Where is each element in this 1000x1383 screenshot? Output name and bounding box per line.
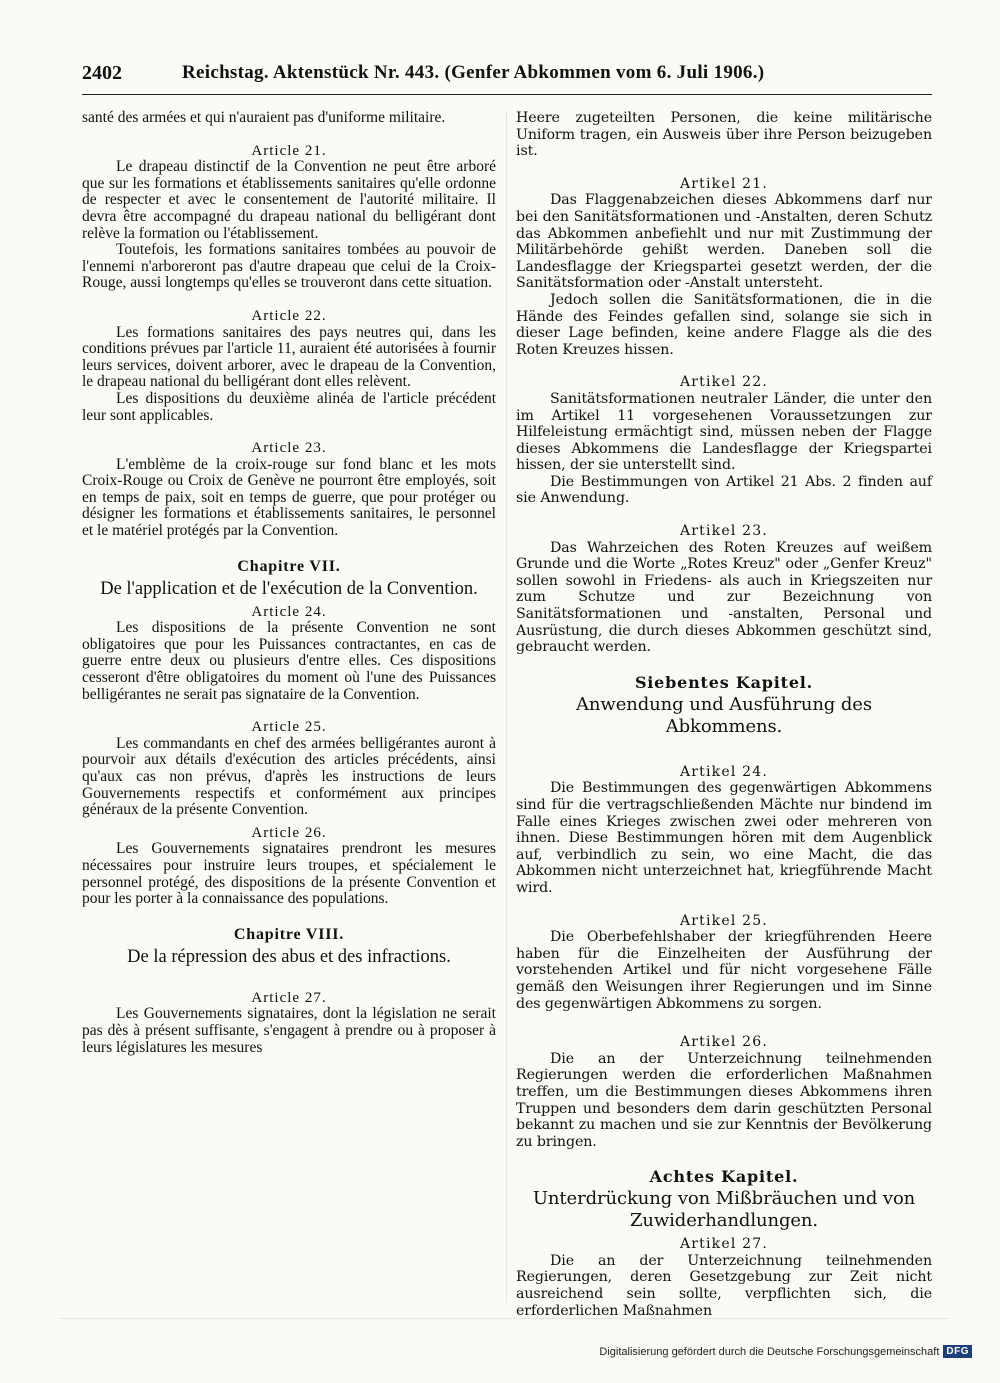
german-article-22-para-2: Die Bestimmungen von Artikel 21 Abs. 2 finden auf sie Anwendung. bbox=[516, 473, 932, 507]
running-title: Reichstag. Aktenstück Nr. 443. (Genfer Abkommen vom 6. Juli 1906.) bbox=[182, 62, 765, 83]
french-article-27-title: Article 27. bbox=[251, 989, 327, 1006]
german-article-21-title: Artikel 21. bbox=[679, 175, 769, 192]
german-chapter-8-title: Unterdrückung von Mißbräuchen und von Zuwiderhandlungen. bbox=[532, 1188, 916, 1232]
french-column bbox=[82, 110, 496, 1056]
german-article-22-title: Artikel 22. bbox=[679, 374, 769, 391]
german-chapter-8-label: Achtes Kapitel. bbox=[649, 1167, 799, 1187]
german-article-27-para-1: Die an der Unterzeichnung teilnehmenden Regierungen, deren Gesetzgebung zur Zeit nicht ausreichend sein sollte, verpflichten sich, die erforderlichen Maßnahmen bbox=[516, 1252, 932, 1319]
page-number: 2402 bbox=[82, 62, 122, 84]
dfg-logo-icon: DFG bbox=[943, 1345, 972, 1358]
column-divider bbox=[506, 112, 507, 1302]
french-article-22-para-1: Les formations sanitaires des pays neutres qui, dans les conditions prévues par l'article 11, auraient été autorisées à fournir leurs services, doivent arborer, avec le drapeau de la Convention, le drapeau national du belligérant dont elles relèvent. bbox=[82, 323, 496, 391]
french-article-26-para-1: Les Gouvernements signataires prendront les mesures nécessaires pour instruire leurs troupes, et spécialement le personnel protégé, des dispositions de la présente Convention et pour les porter à la connaissance des populations. bbox=[82, 840, 496, 908]
german-continuation: Heere zugeteilten Personen, die keine militärische Uniform tragen, ein Ausweis über ihre Person beizugeben ist. bbox=[516, 110, 932, 160]
german-article-23-title: Artikel 23. bbox=[679, 523, 769, 540]
french-article-22-para-2: Les dispositions du deuxième alinéa de l'article précédent leur sont applicables. bbox=[82, 389, 496, 424]
german-chapter-7-title: Anwendung und Ausführung des Abkommens. bbox=[576, 693, 872, 737]
french-chapter-8-title: De la répression des abus et des infractions. bbox=[127, 946, 451, 967]
page-header bbox=[82, 60, 932, 95]
french-article-23-para-1: L'emblème de la croix-rouge sur fond blanc et les mots Croix-Rouge ou Croix de Genève ne pourront être employés, soit en temps de paix, soit en temps de guerre, que pour protéger ou désigner les formations et établissements sanitaires, le personnel et le matériel protégés par la Convention. bbox=[82, 455, 496, 540]
french-chapter-7-label: Chapitre VII. bbox=[237, 557, 341, 575]
french-article-24-title: Article 24. bbox=[251, 603, 327, 620]
french-article-21-para-2: Toutefois, les formations sanitaires tombées au pouvoir de l'ennemi n'arboreront pas d'autre drapeau que celui de la Croix-Rouge, aussi longtemps qu'elles se trouveront dans cette situation. bbox=[82, 241, 496, 292]
german-article-27-title: Artikel 27. bbox=[679, 1236, 769, 1253]
digitization-footer bbox=[599, 1345, 972, 1358]
page-bottom-edge bbox=[60, 1318, 950, 1319]
french-article-26-title: Article 26. bbox=[251, 824, 327, 841]
french-article-25-title: Article 25. bbox=[251, 719, 327, 736]
german-chapter-7-label: Siebentes Kapitel. bbox=[634, 672, 814, 692]
german-article-26-para-1: Die an der Unterzeichnung teilnehmenden Regierungen werden die erforderlichen Maßnahmen treffen, um die Bestimmungen dieses Abkommens ihren Truppen und besonders dem darin geschützten Personal bekannt zu machen und sie zur Kenntnis der Bevölkerung zu bringen. bbox=[516, 1050, 932, 1150]
french-article-21-title: Article 21. bbox=[251, 142, 327, 159]
french-article-24-para-1: Les dispositions de la présente Convention ne sont obligatoires que pour les Puissances contractantes, en cas de guerre entre deux ou plusieurs d'entre elles. Ces dispositions cesseront d'être obligatoires du moment où l'une des Puissances belligérantes ne serait pas signataire de la Convention. bbox=[82, 619, 496, 703]
french-article-22-title: Article 22. bbox=[251, 307, 327, 324]
german-article-25-para-1: Die Oberbefehlshaber der kriegführenden Heere haben für die Einzelheiten der Ausführung der vorstehenden Artikel und für nicht vorgesehene Fälle gemäß den Weisungen ihrer Regierungen und im Sinne des gegenwärtigen Abkommens zu sorgen. bbox=[516, 929, 932, 1012]
french-continuation: santé des armées et qui n'auraient pas d'uniforme militaire. bbox=[82, 109, 446, 126]
german-article-24-para-1: Die Bestimmungen des gegenwärtigen Abkommens sind für die vertragschließenden Mächte nur bindend im Falle eines Krieges zwischen zwei oder mehreren von ihnen. Diese Bestimmungen hören mit dem Augenblick auf, verbindlich zu sein, wo eine Macht, die das Abkommen nicht unterzeichnet hat, kriegführende Macht wird. bbox=[516, 780, 932, 896]
french-article-25-para-1: Les commandants en chef des armées belligérantes auront à pourvoir aux détails d'exécution des articles précédents, ainsi qu'aux cas non prévus, d'après les instructions de leurs Gouvernements respectifs et conformément aux principes généraux de la présente Convention. bbox=[82, 734, 496, 819]
french-chapter-8-label: Chapitre VIII. bbox=[233, 925, 345, 943]
german-article-24-title: Artikel 24. bbox=[679, 763, 769, 780]
french-article-27-para-1: Les Gouvernements signataires, dont la législation ne serait pas dès à présent suffisante, s'engagent à prendre ou à proposer à leurs législatures les mesures bbox=[82, 1005, 496, 1056]
german-article-23-para-1: Das Wahrzeichen des Roten Kreuzes auf weißem Grunde und die Worte „Rotes Kreuz" oder „Genfer Kreuz" sollen sowohl in Friedens- als auch in Kriegszeiten nur zum Schutze und zur Bezeichnung von Sanitätsformationen und -anstalten, Personal und Ausrüstung, die durch dieses Abkommen geschützt sind, gebraucht werden. bbox=[516, 539, 932, 656]
french-chapter-7-title: De l'application et de l'exécution de la Convention. bbox=[100, 578, 478, 599]
german-article-21-para-1: Das Flaggenabzeichen dieses Abkommens darf nur bei den Sanitätsformationen und -Anstalten, deren Schutz das Abkommen anbefiehlt und nur mit Zustimmung der Militärbehörde gehißt werden. Daneben soll die Landesflagge der Kriegspartei gesetzt werden, der die Sanitätsformation oder -Anstalt untersteht. bbox=[516, 192, 932, 292]
french-article-21-para-1: Le drapeau distinctif de la Convention ne peut être arboré que sur les formations et établissements sanitaires qu'elle ordonne de respecter et avec le consentement de l'autorité militaire. Il devra être accompagné du drapeau national du belligérant dont relève la formation ou l'établissement. bbox=[82, 158, 496, 242]
german-article-26-title: Artikel 26. bbox=[679, 1034, 769, 1051]
german-article-21-para-2: Jedoch sollen die Sanitätsformationen, die in die Hände des Feindes gefallen sind, solange sie sich in dieser Lage befinden, keine andere Flagge als die des Roten Kreuzes hissen. bbox=[516, 291, 932, 358]
french-article-23-title: Article 23. bbox=[251, 440, 327, 457]
german-article-25-title: Artikel 25. bbox=[679, 912, 769, 929]
german-column bbox=[516, 110, 932, 1319]
footer-credit: Digitalisierung gefördert durch die Deutsche Forschungsgemeinschaft bbox=[599, 1345, 940, 1358]
german-article-22-para-1: Sanitätsformationen neutraler Länder, die unter den im Artikel 11 vorgesehenen Voraussetzungen zur Hilfeleistung ermächtigt sind, müssen neben der Flagge dieses Abkommens die Landesflagge der Kriegspartei hissen, der sie unterstellt sind. bbox=[516, 390, 932, 474]
